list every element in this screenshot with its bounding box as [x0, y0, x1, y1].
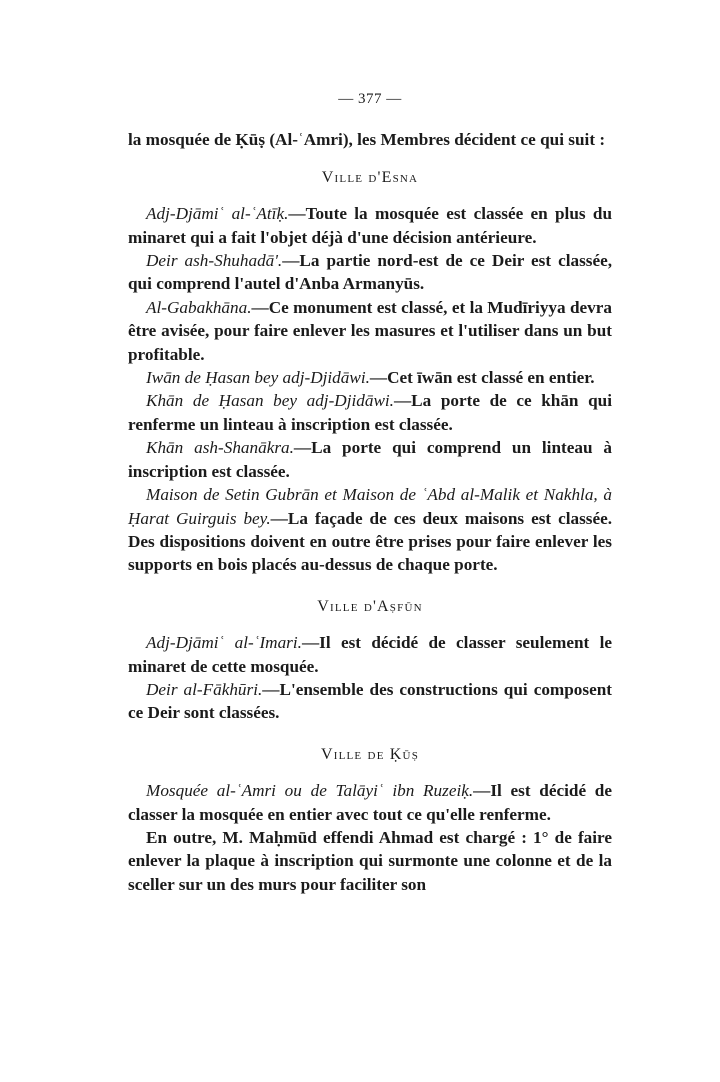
entry-title: Mosquée al-ʿAmri ou de Talāyiʿ ibn Ruzeiḳ. [146, 781, 474, 801]
entry-text: —Cet īwān est classé en entier. [369, 368, 595, 388]
entry-paragraph [128, 366, 612, 389]
intro-paragraph: la mosquée de Ḳūṣ (Al-ʿAmri), les Membres décident ce qui suit : [128, 130, 606, 150]
section-heading-qus: Ville de Ḳūṣ [320, 745, 420, 763]
entry-text: —Il est décidé de classer seulement le minaret de cette mosquée. [128, 633, 612, 676]
entry-text: —L'ensemble des constructions qui composent ce Deir sont classées. [128, 679, 612, 723]
entry-paragraph [128, 436, 612, 483]
entry-paragraph [128, 389, 612, 436]
entry-paragraph [128, 779, 612, 826]
entry-title: Al-Gabakhāna. [146, 297, 252, 317]
entry-paragraph [128, 631, 612, 678]
entry-title: Khān de Ḥasan bey adj-Djidāwi. [146, 391, 394, 411]
entry-title: Maison de Setin Gubrān et Maison de ʿAbd al-Malik et Nakhla, à Ḥarat Guirguis bey. [128, 485, 612, 528]
text-column [128, 88, 612, 896]
section-heading-esna: Ville d'Esna [321, 168, 419, 186]
entry-paragraph [128, 249, 612, 296]
page-number: — 377 — [338, 91, 402, 107]
entry-title: Adj-Djāmiʿ al-ʿImari. [146, 633, 302, 653]
entry-title: Deir al-Fākhūri. [146, 679, 263, 699]
section-heading-asfun: Ville d'Aṣfūn [317, 597, 423, 615]
entry-paragraph [128, 296, 612, 366]
entry-title: Deir ash-Shuhadā'. [146, 251, 283, 271]
entry-text: —Ce monument est classé, et la Mudīriyya devra être avisée, pour faire enlever les masures et l'utiliser dans un but profitable. [128, 297, 612, 364]
entry-text: —La porte qui comprend un linteau à inscription est classée. [128, 438, 612, 481]
entry-paragraph [128, 202, 612, 249]
entry-title: Khān ash-Shanākra. [146, 438, 294, 458]
entry-text: —La partie nord-est de ce Deir est classée, qui comprend l'autel d'Anba Armanyūs. [128, 251, 613, 294]
entry-paragraph [128, 483, 612, 577]
entry-paragraph [128, 678, 612, 725]
entry-text: —La porte de ce khān qui renferme un linteau à inscription est classée. [128, 391, 612, 434]
entry-title: Iwān de Ḥasan bey adj-Djidāwi. [146, 368, 370, 388]
entry-title: Adj-Djāmiʿ al-ʿAtīḳ. [146, 204, 289, 224]
entry-text: —Toute la mosquée est classée en plus du minaret qui a fait l'objet déjà d'une décision antérieure. [128, 204, 613, 247]
entry-text: —Il est décidé de classer la mosquée en entier avec tout ce qu'elle renferme. [128, 781, 612, 824]
entry-text: —La façade de ces deux maisons est classée. Des dispositions doivent en outre être prises pour faire enlever les supports en bois placés au-dessus de chaque porte. [128, 508, 613, 575]
closing-paragraph: En outre, M. Maḥmūd effendi Ahmad est chargé : 1° de faire enlever la plaque à inscription qui surmonte une colonne et de la sceller sur un des murs pour faciliter son [128, 827, 612, 894]
